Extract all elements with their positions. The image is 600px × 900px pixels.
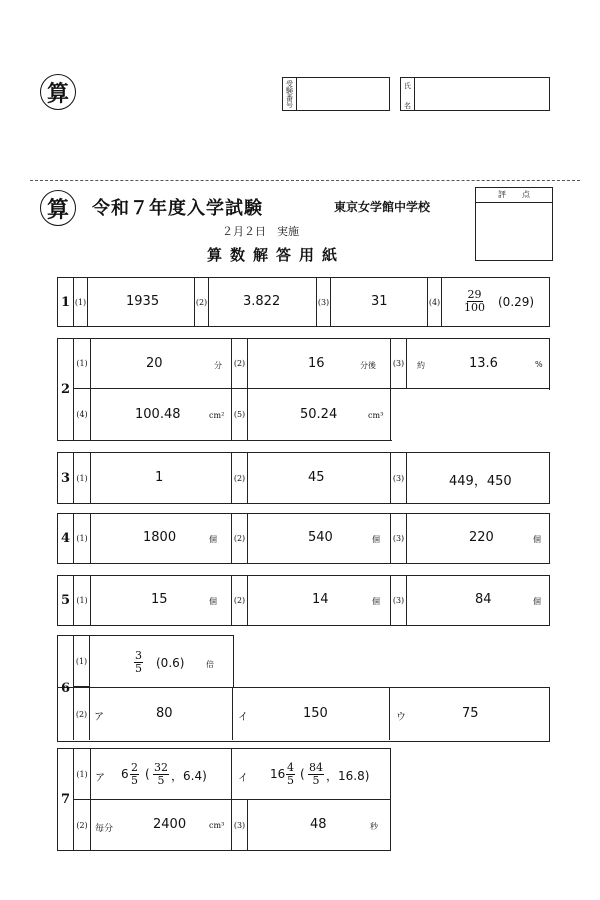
answer-cell[interactable] xyxy=(407,576,549,625)
question-number: 5 xyxy=(58,576,74,625)
part-label: (2) xyxy=(232,339,248,389)
school-name: 東京女学館中学校 xyxy=(334,200,431,214)
answer-cell[interactable] xyxy=(248,389,391,440)
question-number: 6 xyxy=(58,636,74,740)
answer-cell[interactable] xyxy=(407,514,549,563)
answer-cell[interactable] xyxy=(91,800,232,850)
exam-date: ２月２日 実施 xyxy=(222,225,299,238)
part-label: (2) xyxy=(232,514,248,563)
answer-unit: 秒 xyxy=(370,822,378,831)
answer-unit: 個 xyxy=(372,597,380,606)
answer-cell[interactable] xyxy=(90,688,233,740)
answer-sub-label: ウ xyxy=(396,712,406,723)
answer-cell[interactable] xyxy=(91,576,232,625)
exam-number-label: 受験番号 xyxy=(283,78,297,110)
question-number: 3 xyxy=(58,453,74,503)
part-label: (3) xyxy=(391,339,407,389)
answer-cell[interactable] xyxy=(248,514,391,563)
answer-unit: % xyxy=(535,360,543,369)
answer-cell[interactable] xyxy=(88,278,195,326)
part-label: (2) xyxy=(74,688,90,740)
part-label: (1) xyxy=(74,636,90,687)
answer-unit: 個 xyxy=(209,597,217,606)
question-number: 1 xyxy=(58,278,74,326)
answer-fraction: $\frac{29}{100}$ xyxy=(464,288,485,314)
part-label: (1) xyxy=(74,453,91,503)
answer-decimal: ，6.4) xyxy=(171,769,207,783)
answer-value: 50.24 xyxy=(300,407,338,422)
part-label: (1) xyxy=(74,749,91,800)
part-label: (1) xyxy=(74,278,88,326)
answer-value: 449，450 xyxy=(449,474,512,489)
answer-cell[interactable] xyxy=(91,749,232,800)
answer-unit: 倍 xyxy=(206,660,214,669)
answer-cell[interactable] xyxy=(209,278,317,326)
question-6-table xyxy=(57,635,550,742)
subject-mark-text: 算 xyxy=(46,80,69,107)
answer-paren: ( xyxy=(145,767,150,781)
answer-cell[interactable] xyxy=(442,278,549,326)
part-label: (3) xyxy=(391,453,407,503)
answer-fraction-alt: $\frac{84}{5}$ xyxy=(309,761,323,787)
answer-cell[interactable] xyxy=(91,514,232,563)
part-label: (3) xyxy=(232,800,248,850)
answer-decimal: (0.6) xyxy=(156,656,185,670)
answer-value: 20 xyxy=(146,356,163,371)
answer-value: 1800 xyxy=(143,530,177,545)
answer-value: 80 xyxy=(156,706,173,721)
answer-value: 45 xyxy=(308,470,325,485)
answer-cell[interactable] xyxy=(90,636,233,687)
answer-fraction-alt: $\frac{32}{5}$ xyxy=(154,761,168,787)
answer-value: 31 xyxy=(371,294,388,309)
answer-value: 1 xyxy=(155,470,164,485)
part-label: (2) xyxy=(195,278,209,326)
answer-value: 16 xyxy=(308,356,325,371)
answer-sub-label: ア xyxy=(95,773,105,784)
part-label: (3) xyxy=(317,278,331,326)
answer-value: 84 xyxy=(475,592,492,607)
score-box[interactable] xyxy=(475,187,553,261)
score-label: 評 点 xyxy=(476,188,552,203)
question-1-table xyxy=(57,277,550,327)
answer-value: 220 xyxy=(469,530,494,545)
answer-value: 1935 xyxy=(126,294,160,309)
answer-sheet-title: 算数解答用紙 xyxy=(207,246,346,264)
question-7-table xyxy=(57,748,391,851)
answer-value: 13.6 xyxy=(469,356,498,371)
answer-unit: 個 xyxy=(533,535,541,544)
part-label: (2) xyxy=(74,800,91,850)
answer-cell[interactable] xyxy=(91,389,232,440)
answer-paren: ( xyxy=(300,767,305,781)
answer-unit: cm³ xyxy=(368,411,384,420)
part-label: (1) xyxy=(74,339,91,389)
answer-prefix: 毎分 xyxy=(95,824,114,834)
answer-unit: 個 xyxy=(372,535,380,544)
answer-value: 15 xyxy=(151,592,168,607)
answer-unit: 分後 xyxy=(360,361,376,370)
answer-value: 48 xyxy=(310,817,327,832)
answer-cell[interactable] xyxy=(407,339,549,389)
cut-line xyxy=(30,180,580,181)
answer-cell[interactable] xyxy=(233,688,390,740)
answer-cell[interactable] xyxy=(232,749,390,800)
answer-fraction: $\frac{3}{5}$ xyxy=(135,649,142,675)
answer-fraction: $\frac{4}{5}$ xyxy=(287,761,294,787)
part-label: (1) xyxy=(74,576,91,625)
answer-cell[interactable] xyxy=(390,688,548,740)
answer-unit: cm² xyxy=(209,411,225,420)
subject-mark-top xyxy=(40,74,76,110)
question-5-table xyxy=(57,575,550,626)
answer-value: 75 xyxy=(462,706,479,721)
part-label: (4) xyxy=(428,278,442,326)
answer-cell[interactable] xyxy=(248,576,391,625)
answer-whole: 16 xyxy=(270,767,286,781)
name-box[interactable] xyxy=(400,77,550,111)
part-label: (2) xyxy=(232,453,248,503)
answer-fraction: $\frac{2}{5}$ xyxy=(131,761,138,787)
answer-unit: 個 xyxy=(209,535,217,544)
answer-cell[interactable] xyxy=(407,453,549,503)
answer-cell[interactable] xyxy=(248,339,391,389)
answer-value: 3.822 xyxy=(243,294,281,309)
part-label: (5) xyxy=(232,389,248,440)
blank-area xyxy=(392,390,551,442)
answer-cell[interactable] xyxy=(91,453,232,503)
part-label: (3) xyxy=(391,514,407,563)
answer-prefix: 約 xyxy=(417,361,425,370)
answer-unit: 個 xyxy=(533,597,541,606)
part-label: (2) xyxy=(232,576,248,625)
answer-value: 14 xyxy=(312,592,329,607)
exam-title: 令和７年度入学試験 xyxy=(92,198,263,219)
answer-unit: cm³ xyxy=(209,821,225,830)
answer-sub-label: イ xyxy=(238,712,248,723)
answer-cell[interactable] xyxy=(248,800,390,850)
answer-unit: 分 xyxy=(214,361,222,370)
subject-mark-header xyxy=(40,190,76,226)
answer-value: 2400 xyxy=(153,817,187,832)
answer-cell[interactable] xyxy=(331,278,428,326)
answer-value: 540 xyxy=(308,530,333,545)
part-label: (3) xyxy=(391,576,407,625)
answer-cell[interactable] xyxy=(91,339,232,389)
question-number: 2 xyxy=(58,339,74,440)
subject-mark-text: 算 xyxy=(46,196,69,223)
exam-number-box[interactable] xyxy=(282,77,390,111)
question-number: 7 xyxy=(58,749,74,850)
question-4-table xyxy=(57,513,550,564)
question-3-table xyxy=(57,452,550,504)
question-number: 4 xyxy=(58,514,74,563)
question-2-table xyxy=(57,338,550,441)
answer-cell[interactable] xyxy=(248,453,391,503)
answer-whole: 6 xyxy=(121,767,129,781)
answer-value: 150 xyxy=(303,706,328,721)
answer-value: 100.48 xyxy=(135,407,181,422)
answer-decimal: ，16.8) xyxy=(326,769,370,783)
answer-decimal: (0.29) xyxy=(498,295,535,309)
answer-sub-label: ア xyxy=(94,712,104,723)
part-label: (4) xyxy=(74,389,91,440)
answer-sub-label: イ xyxy=(238,773,248,784)
name-label: 氏 名 xyxy=(401,78,415,110)
part-label: (1) xyxy=(74,514,91,563)
